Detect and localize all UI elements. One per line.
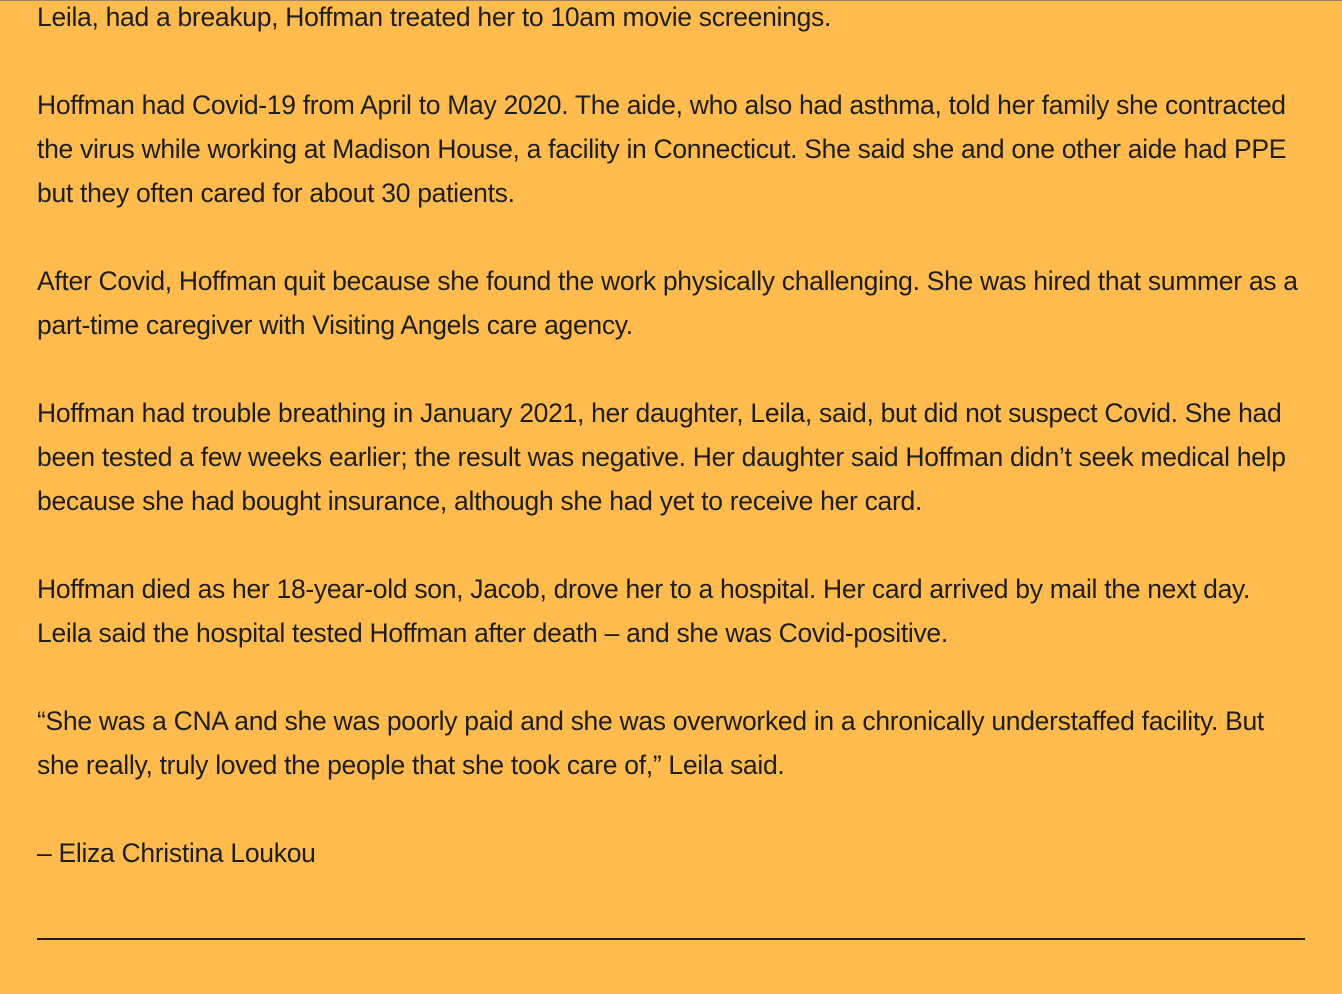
article-paragraph: “She was a CNA and she was poorly paid and she was overworked in a chronically understaffed facility. But she really, truly loved the people that she took care of,” Leila said. bbox=[37, 706, 1264, 780]
article-paragraph: Hoffman died as her 18-year-old son, Jacob, drove her to a hospital. Her card arrived by mail the next day. Leila said the hospital tested Hoffman after death – and she was Covid-positive. bbox=[37, 574, 1251, 648]
article-paragraph: Hoffman had Covid-19 from April to May 2020. The aide, who also had asthma, told her family she contracted the virus while working at Madison House, a facility in Connecticut. She said she and one other aide had PPE but they often cared for about 30 patients. bbox=[37, 90, 1287, 208]
author-byline: – Eliza Christina Loukou bbox=[37, 838, 316, 868]
article-paragraph: Leila, had a breakup, Hoffman treated her to 10am movie screenings. bbox=[37, 2, 832, 32]
article-body bbox=[37, 0, 1305, 875]
section-divider bbox=[37, 938, 1305, 940]
article-paragraph: After Covid, Hoffman quit because she found the work physically challenging. She was hired that summer as a part-time caregiver with Visiting Angels care agency. bbox=[37, 266, 1298, 340]
article-paragraph: Hoffman had trouble breathing in January 2021, her daughter, Leila, said, but did not suspect Covid. She had been tested a few weeks earlier; the result was negative. Her daughter said Hoffman didn’t seek medical help because she had bought insurance, although she had yet to receive her card. bbox=[37, 398, 1286, 516]
